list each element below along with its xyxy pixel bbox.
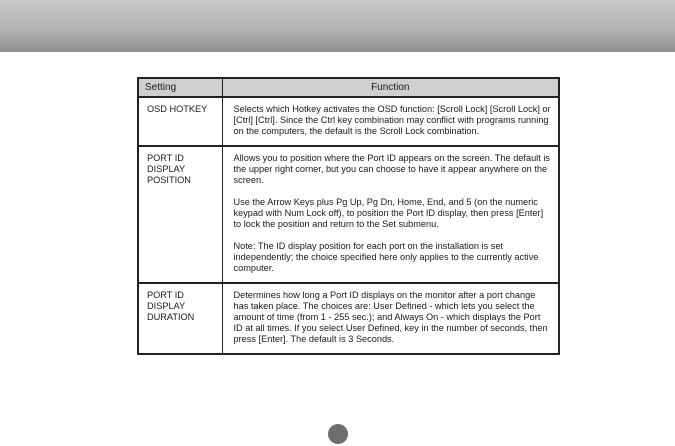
function-cell xyxy=(222,283,559,354)
table-row-port-id-display-position xyxy=(138,146,559,283)
setting-cell xyxy=(138,146,222,283)
header-band xyxy=(0,0,675,52)
setting-cell xyxy=(138,97,222,146)
page-indicator-dot xyxy=(328,424,348,444)
function-paragraph: Allows you to position where the Port ID appears on the screen. The default is the upper right corner, but you can choose to have it appear anywhere on the screen. xyxy=(233,153,550,185)
setting-name: PORT ID DISPLAY DURATION xyxy=(147,290,195,322)
setting-name: OSD HOTKEY xyxy=(147,104,208,114)
function-paragraph: Determines how long a Port ID displays on the monitor after a port change has taken place. The choices are: User Defined - which lets you select the amount of time (from 1 - 255 sec.); and Always On - which displays the Port ID at all times. If you select User Defined, key in the number of seconds, then press [Enter]. The default is 3 Seconds. xyxy=(233,290,548,344)
function-column-header: Function xyxy=(222,78,559,97)
setting-cell xyxy=(138,283,222,354)
setting-name: PORT ID DISPLAY POSITION xyxy=(147,153,191,185)
setting-column-header: Setting xyxy=(138,78,222,97)
table-row-port-id-display-duration xyxy=(138,283,559,354)
function-cell xyxy=(222,97,559,146)
function-paragraph: Use the Arrow Keys plus Pg Up, Pg Dn, Home, End, and 5 (on the numeric keypad with Num Lock off), to position the Port ID display, then press [Enter] to lock the position and return to the Set submenu. xyxy=(233,197,544,229)
function-cell xyxy=(222,146,559,283)
table-row-osd-hotkey xyxy=(138,97,559,146)
function-paragraph: Note: The ID display position for each port on the installation is set independently; the choice specified here only applies to the currently active computer. xyxy=(233,241,539,273)
settings-table xyxy=(137,77,560,355)
function-paragraph: Selects which Hotkey activates the OSD function: [Scroll Lock] [Scroll Lock] or [Ctrl] [Ctrl]. Since the Ctrl key combination may conflict with programs running on the computers, the default is the Scroll Lock combination. xyxy=(233,104,551,136)
table-header-row xyxy=(138,78,559,97)
